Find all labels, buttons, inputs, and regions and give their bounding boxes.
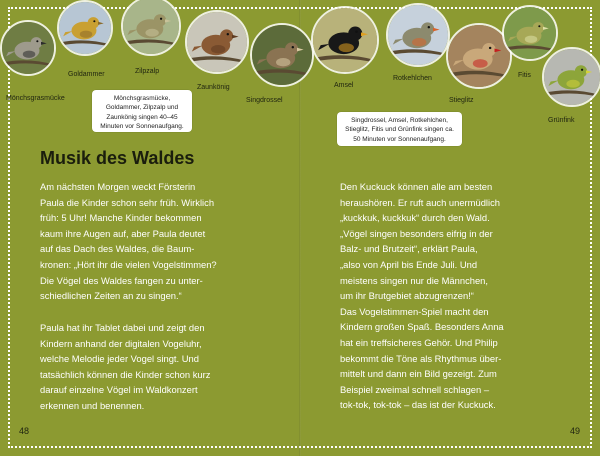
dotted-border-left <box>8 7 10 448</box>
bird-label-8: Stieglitz <box>449 97 474 104</box>
info-box-late-singers <box>337 112 462 146</box>
left-paragraph-2: Paula hat ihr Tablet dabei und zeigt den Kindern anhand der digitalen Vogeluhr, welche Melodie jeder Vogel singt. Und tatsächlich können die Kinder schon kurz darauf einzelne Vögel im Waldkonzert erkennen und benennen. <box>40 322 211 411</box>
bird-photo-9 <box>502 5 558 61</box>
bird-photo-6 <box>311 6 379 74</box>
bird-label-10: Grünfink <box>548 117 575 124</box>
page-number-right: 49 <box>570 426 581 436</box>
bird-label-1: Mönchsgrasmücke <box>6 95 65 102</box>
page-title: Musik des Waldes <box>40 148 195 168</box>
bird-label-6: Amsel <box>334 82 354 89</box>
bird-label-7: Rotkehlchen <box>393 75 432 82</box>
right-column-text: Den Kuckuck können alle am besten heraushören. Er ruft auch unermüdlich „kuckkuk, kuckkuk“ durch den Wald. „Vögel singen besonders eifrig in der Balz- und Brutzeit“, erklärt Paula, „also von April bis Ende Juli. Und meistens singen nur die Männchen, um ihr Brutgebiet abzugrenzen!“ Das Vogelstimmen-Spiel macht den Kindern großen Spaß. Besonders Anna hat ein treffsicheres Gehör. Und Philip bekommt die Töne als Rhythmus über- mittelt und dann ein Bild gezeigt. Zum Beispiel zweimal schnell schlagen – tok-tok, tok-tok – das ist der Kuckuck. <box>340 181 504 411</box>
info-box-early-text: Mönchsgrasmücke, Goldammer, Zilpzalp und Zaunkönig singen 40–45 Minuten vor Sonnenaufgang. <box>100 95 184 131</box>
bird-label-4: Zaunkönig <box>197 84 230 91</box>
bird-photo-2 <box>57 0 113 56</box>
page-number-left: 48 <box>19 426 30 436</box>
info-box-late-text: Singdrossel, Amsel, Rotkehlchen, Stieglitz, Fitis und Grünfink singen ca. 50 Minuten vor Sonnenaufgang. <box>345 117 454 143</box>
bird-label-5: Singdrossel <box>246 97 283 104</box>
left-paragraph-1: Am nächsten Morgen weckt Försterin Paula die Kinder schon sehr früh. Wirklich früh: 5 Uhr! Manche Kinder bekommen kaum ihre Augen auf, aber Paula deutet auf das Dach des Waldes, die Baum- kronen: „Hört ihr die vielen Vogelstimmen? Die Vögel des Waldes fangen zu unter- schiedlichen Zeiten an zu singen.“ <box>40 181 217 302</box>
bird-photo-5 <box>250 23 314 87</box>
bird-photo-4 <box>185 10 249 74</box>
bird-label-3: Zilpzalp <box>135 68 160 75</box>
bird-photo-3 <box>121 0 181 56</box>
bird-photo-7 <box>386 3 450 67</box>
bird-photo-1 <box>0 20 56 76</box>
bird-photo-10 <box>542 47 600 107</box>
bird-label-9: Fitis <box>518 72 531 79</box>
info-box-early-singers <box>92 90 192 132</box>
bird-label-2: Goldammer <box>68 71 105 78</box>
